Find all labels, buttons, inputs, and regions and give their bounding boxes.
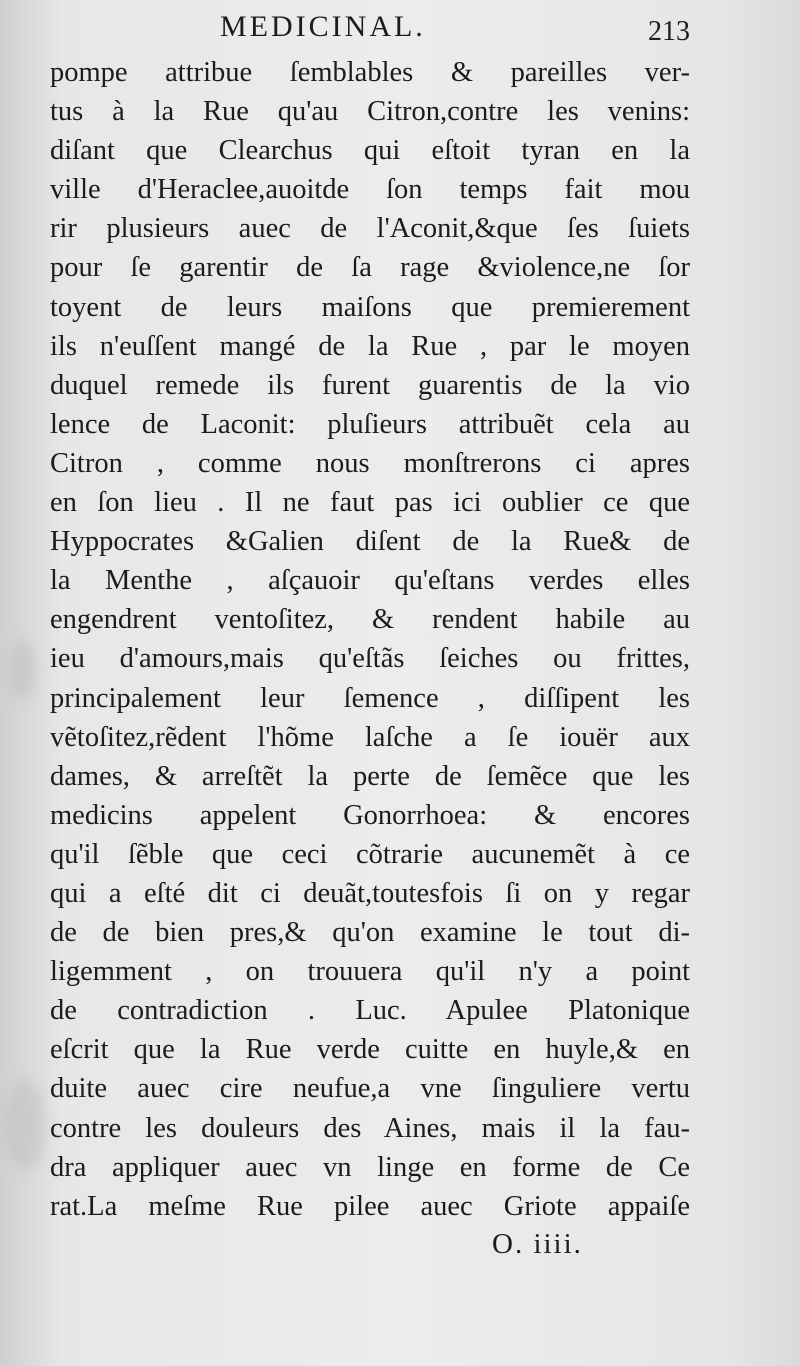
- text-line: rat.La meſme Rue pilee auec Griote appaiſe: [50, 1190, 690, 1222]
- text-line: ville d'Heraclee,auoitde ſon temps fait mou: [50, 174, 690, 206]
- text-line: dames, & arreſtẽt la perte de ſemẽce que les: [50, 760, 690, 792]
- text-line: tus à la Rue qu'au Citron,contre les venins:: [50, 96, 690, 128]
- text-line: eſcrit que la Rue verde cuitte en huyle,& en: [50, 1034, 690, 1066]
- body-text: [50, 53, 690, 1226]
- text-line: vẽtoſitez,rẽdent l'hõme laſche a ſe iouër aux: [50, 721, 690, 753]
- text-line: ils n'euſſent mangé de la Rue , par le moyen: [50, 330, 690, 362]
- page-stain: [10, 640, 36, 700]
- text-line: duite auec cire neufue,a vne ſinguliere vertu: [50, 1073, 690, 1105]
- text-line: dra appliquer auec vn linge en forme de Ce: [50, 1151, 690, 1183]
- text-line: ieu d'amours,mais qu'eſtãs ſeiches ou frittes,: [50, 643, 690, 675]
- text-line: Hyppocrates &Galien diſent de la Rue& de: [50, 526, 690, 558]
- text-line: lence de Laconit: pluſieurs attribuẽt cela au: [50, 408, 690, 440]
- text-line: pour ſe garentir de ſa rage &violence,ne ſor: [50, 252, 690, 284]
- text-line: toyent de leurs maiſons que premierement: [50, 291, 690, 323]
- text-line: la Menthe , aſçauoir qu'eſtans verdes elles: [50, 565, 690, 597]
- text-line: contre les douleurs des Aines, mais il la fau-: [50, 1112, 690, 1144]
- page-header: [0, 6, 800, 46]
- text-line: diſant que Clearchus qui eſtoit tyran en la: [50, 135, 690, 167]
- text-line: duquel remede ils furent guarentis de la vio: [50, 369, 690, 401]
- signature-mark: O. iiii.: [492, 1228, 583, 1260]
- text-line: qui a eſté dit ci deuãt,toutesfois ſi on y regar: [50, 877, 690, 909]
- page-number: 213: [648, 16, 690, 47]
- text-line: pompe attribue ſemblables & pareilles ver-: [50, 57, 690, 88]
- running-head: MEDICINAL.: [220, 10, 426, 43]
- page-stain: [6, 1080, 46, 1170]
- text-line: medicins appelent Gonorrhoea: & encores: [50, 799, 690, 831]
- text-line: principalement leur ſemence , diſſipent les: [50, 682, 690, 714]
- text-line: de contradiction . Luc. Apulee Platonique: [50, 995, 690, 1027]
- text-line: Citron , comme nous monſtrerons ci apres: [50, 447, 690, 479]
- text-line: ligemment , on trouuera qu'il n'y a point: [50, 956, 690, 988]
- text-line: de de bien pres,& qu'on examine le tout di-: [50, 917, 690, 949]
- text-line: qu'il ſẽble que ceci cõtrarie aucunemẽt à ce: [50, 838, 690, 870]
- text-line: en ſon lieu . Il ne faut pas ici oublier ce que: [50, 487, 690, 519]
- text-line: engendrent ventoſitez, & rendent habile au: [50, 604, 690, 636]
- text-line: rir plusieurs auec de l'Aconit,&que ſes ſuiets: [50, 213, 690, 245]
